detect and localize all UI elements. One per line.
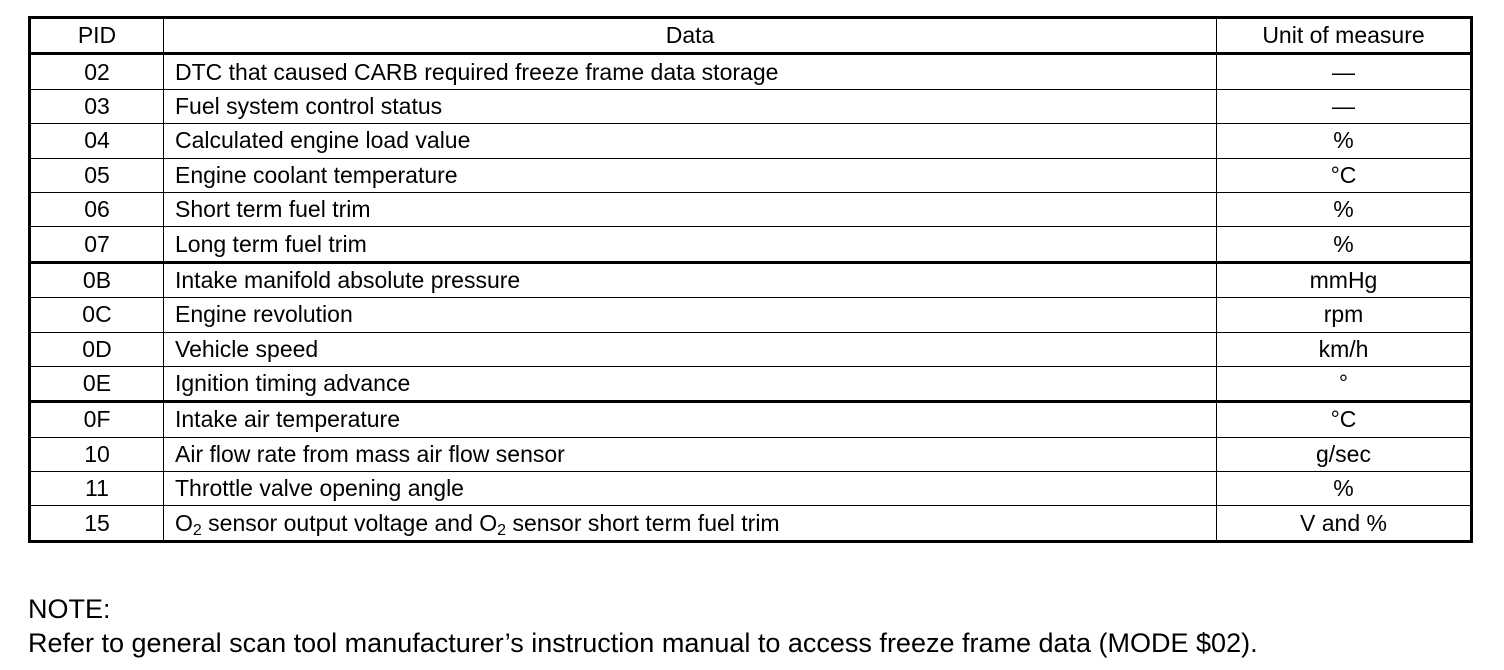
cell-pid: 06 xyxy=(30,192,164,226)
cell-unit: — xyxy=(1217,54,1472,89)
table-row xyxy=(30,298,1472,332)
cell-pid: 0B xyxy=(30,262,164,297)
cell-pid: 11 xyxy=(30,472,164,506)
cell-unit: rpm xyxy=(1217,298,1472,332)
cell-data: DTC that caused CARB required freeze frame data storage xyxy=(164,54,1217,89)
note-block xyxy=(28,592,1258,660)
o2-text-part-3: sensor short term fuel trim xyxy=(506,509,780,536)
table-row xyxy=(30,124,1472,158)
cell-unit: — xyxy=(1217,89,1472,123)
cell-pid: 07 xyxy=(30,227,164,262)
cell-pid: 05 xyxy=(30,158,164,192)
cell-pid: 0F xyxy=(30,402,164,437)
cell-unit: % xyxy=(1217,192,1472,226)
cell-data: Ignition timing advance xyxy=(164,366,1217,401)
cell-pid: 0D xyxy=(30,332,164,366)
note-title: NOTE: xyxy=(28,594,111,624)
table-row xyxy=(30,227,1472,262)
cell-unit: % xyxy=(1217,472,1472,506)
cell-data: Intake manifold absolute pressure xyxy=(164,262,1217,297)
cell-data: Fuel system control status xyxy=(164,89,1217,123)
cell-unit: V and % xyxy=(1217,506,1472,541)
cell-unit: ° xyxy=(1217,366,1472,401)
cell-unit: % xyxy=(1217,124,1472,158)
cell-unit: km/h xyxy=(1217,332,1472,366)
cell-unit: °C xyxy=(1217,402,1472,437)
cell-data: Calculated engine load value xyxy=(164,124,1217,158)
table-row xyxy=(30,54,1472,89)
subscript-2: 2 xyxy=(497,521,507,539)
table-row xyxy=(30,262,1472,297)
cell-unit: g/sec xyxy=(1217,437,1472,471)
o2-text-part-2: sensor output voltage and O xyxy=(201,509,498,536)
cell-pid: 0C xyxy=(30,298,164,332)
cell-pid: 0E xyxy=(30,366,164,401)
subscript-2: 2 xyxy=(192,521,202,539)
freeze-frame-data-table xyxy=(28,16,1473,543)
freeze-frame-table-container xyxy=(28,16,1470,543)
header-unit: Unit of measure xyxy=(1217,18,1472,54)
table-row xyxy=(30,437,1472,471)
cell-unit: % xyxy=(1217,227,1472,262)
table-row xyxy=(30,192,1472,226)
cell-data: Vehicle speed xyxy=(164,332,1217,366)
table-row xyxy=(30,158,1472,192)
table-row xyxy=(30,402,1472,437)
cell-data: Short term fuel trim xyxy=(164,192,1217,226)
cell-data xyxy=(164,506,1217,541)
cell-unit: °C xyxy=(1217,158,1472,192)
note-text: Refer to general scan tool manufacturer’s instruction manual to access freeze frame data (MODE $02). xyxy=(28,628,1258,658)
cell-data: Engine revolution xyxy=(164,298,1217,332)
table-row xyxy=(30,506,1472,541)
table-header-row xyxy=(30,18,1472,54)
table-row xyxy=(30,366,1472,401)
cell-pid: 02 xyxy=(30,54,164,89)
table-row xyxy=(30,89,1472,123)
cell-pid: 15 xyxy=(30,506,164,541)
cell-data: Throttle valve opening angle xyxy=(164,472,1217,506)
cell-unit: mmHg xyxy=(1217,262,1472,297)
table-row xyxy=(30,472,1472,506)
cell-pid: 03 xyxy=(30,89,164,123)
cell-data: Intake air temperature xyxy=(164,402,1217,437)
header-pid: PID xyxy=(30,18,164,54)
header-data: Data xyxy=(164,18,1217,54)
cell-pid: 04 xyxy=(30,124,164,158)
cell-data: Air flow rate from mass air flow sensor xyxy=(164,437,1217,471)
o2-text-part-1: O xyxy=(175,509,193,536)
cell-data: Long term fuel trim xyxy=(164,227,1217,262)
cell-pid: 10 xyxy=(30,437,164,471)
table-row xyxy=(30,332,1472,366)
cell-data: Engine coolant temperature xyxy=(164,158,1217,192)
